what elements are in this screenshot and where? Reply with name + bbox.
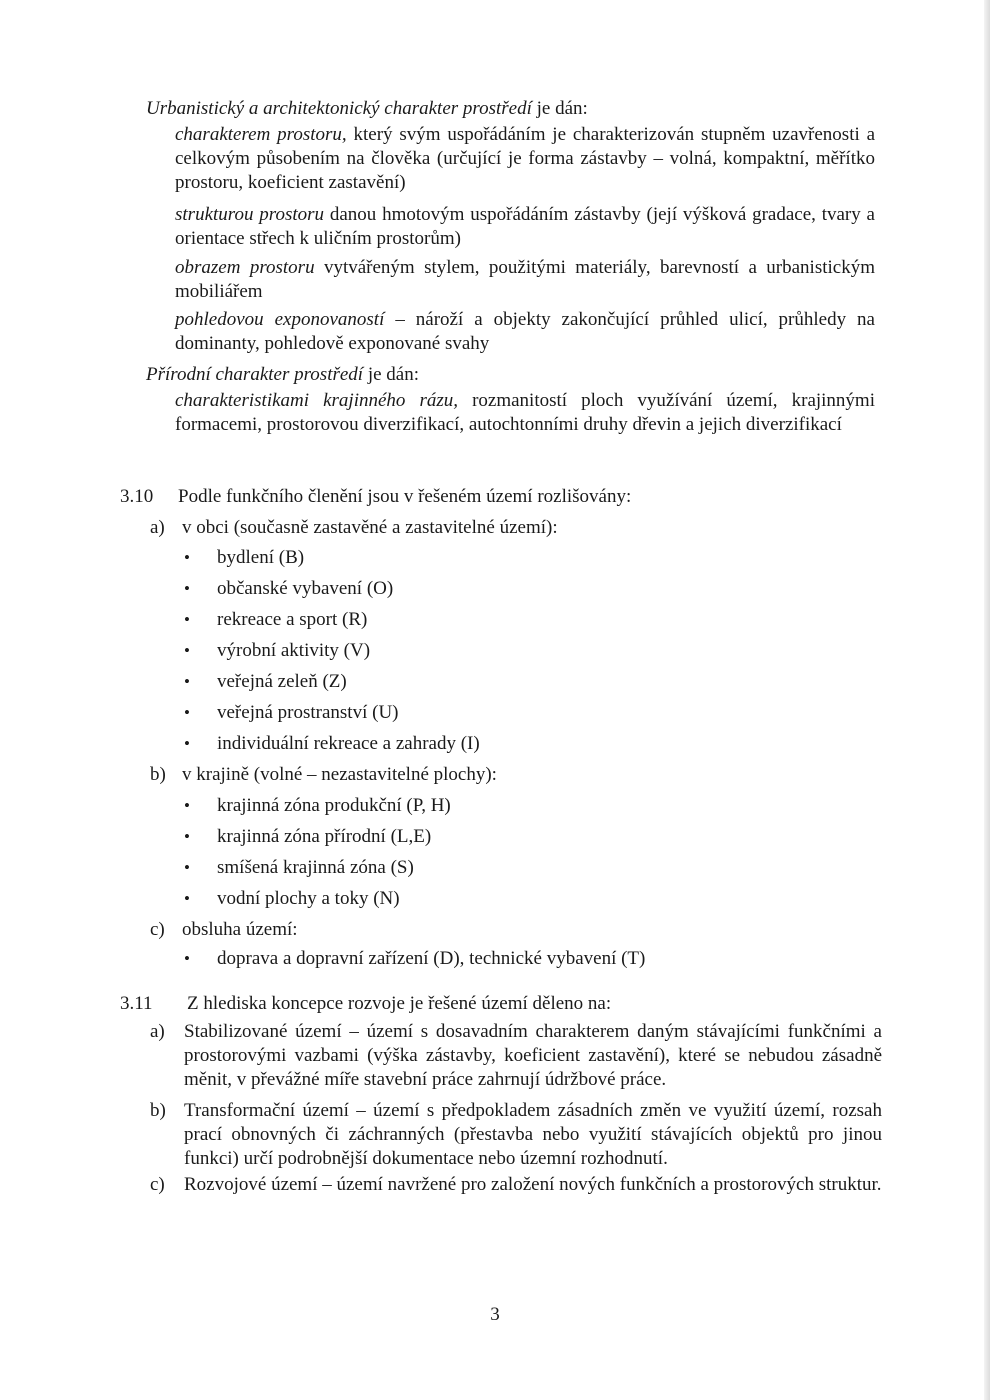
- urban-item-term: pohledovou exponovaností: [175, 309, 385, 330]
- item-a-letter: a): [150, 1021, 165, 1042]
- urban-item-text: – nároží a objekty zakončující průhled ulicí, průhledy na dominanty, pohledově exponované svahy: [175, 309, 875, 354]
- bullet-icon: •: [184, 858, 190, 877]
- bullet-icon: •: [184, 796, 190, 815]
- list-item-label: bydlení (B): [217, 547, 305, 568]
- page-number: 3: [490, 1304, 500, 1325]
- urban-item-text: danou hmotovým uspořádáním zástavby (její výšková gradace, tvary a orientace střech k uličním prostorům): [175, 204, 875, 249]
- urban-item-exposure: [175, 308, 875, 356]
- list-item-label: výrobní aktivity (V): [217, 640, 371, 661]
- section-3-10-title: Podle funkčního členění jsou v řešeném území rozlišovány:: [178, 486, 632, 507]
- list-item-label: veřejná zeleň (Z): [217, 671, 347, 692]
- list-item-label: doprava a dopravní zařízení (D), technické vybavení (T): [217, 948, 646, 969]
- nature-heading-rest: je dán:: [363, 364, 420, 385]
- bullet-icon: •: [184, 949, 190, 968]
- nature-item-term: charakteristikami krajinného rázu,: [175, 390, 459, 411]
- group-c-letter: c): [150, 919, 165, 940]
- bullet-icon: •: [184, 641, 190, 660]
- list-item-label: občanské vybavení (O): [217, 578, 394, 599]
- scan-edge-shadow: [984, 0, 990, 1400]
- bullet-icon: •: [184, 610, 190, 629]
- item-c-text: Rozvojové území – území navržené pro založení nových funkčních a prostorových struktur.: [184, 1174, 882, 1195]
- bullet-icon: •: [184, 548, 190, 567]
- item-c-letter: c): [150, 1174, 165, 1195]
- nature-item-text: rozmanitostí ploch využívání území, krajinnými formacemi, prostorovou diverzifikací, autochtonními druhy dřevin a jejich diverzifikací: [175, 390, 875, 435]
- urban-item-term: obrazem prostoru: [175, 257, 315, 278]
- nature-heading-italic: Přírodní charakter prostředí: [146, 364, 364, 385]
- group-b-letter: b): [150, 764, 166, 785]
- bullet-icon: •: [184, 827, 190, 846]
- urban-heading: [146, 97, 906, 121]
- bullet-icon: •: [184, 703, 190, 722]
- list-item-label: krajinná zóna přírodní (L,E): [217, 826, 432, 847]
- group-c-label: obsluha území:: [182, 919, 298, 940]
- list-item-label: veřejná prostranství (U): [217, 702, 399, 723]
- urban-item-term: strukturou prostoru: [175, 204, 325, 225]
- group-a-label: v obci (současně zastavěné a zastavitelné území):: [182, 517, 558, 538]
- nature-item: [175, 389, 875, 437]
- bullet-icon: •: [184, 734, 190, 753]
- bullet-icon: •: [184, 672, 190, 691]
- item-a-text: Stabilizované území – území s dosavadním charakterem daným stávajícími funkčními a prostorovými vazbami (výška zástavby, koeficient zastavění), které se nebudou zásadně měnit, v převážné míře stavební práce zahrnují údržbové práce.: [184, 1021, 882, 1090]
- bullet-icon: •: [184, 579, 190, 598]
- urban-item-image: [175, 256, 875, 304]
- nature-heading: [146, 363, 906, 387]
- section-3-10-number: 3.10: [120, 486, 154, 507]
- item-b-text: Transformační území – území s předpokladem zásadních změn ve využití území, rozsah prací obnovných či záchranných (přestavba nebo využití stávajících objektů pro jinou funkci) určí podrobnější dokumentace nebo územní rozhodnutí.: [184, 1100, 882, 1169]
- section-3-11-number: 3.11: [120, 993, 153, 1014]
- urban-heading-rest: je dán:: [531, 98, 588, 119]
- urban-item-text: vytvářeným stylem, použitými materiály, barevností a urbanistickým mobiliářem: [175, 257, 875, 302]
- item-b-letter: b): [150, 1100, 166, 1121]
- section-3-11-title: Z hlediska koncepce rozvoje je řešené území děleno na:: [187, 993, 612, 1014]
- list-item-label: smíšená krajinná zóna (S): [217, 857, 414, 878]
- urban-heading-italic: Urbanistický a architektonický charakter prostředí: [146, 98, 532, 119]
- list-item-label: individuální rekreace a zahrady (I): [217, 733, 480, 754]
- list-item-label: vodní plochy a toky (N): [217, 888, 400, 909]
- urban-item-text: který svým uspořádáním je charakterizován stupněm uzavřenosti a celkovým působením na člověka (určující je forma zástavby – volná, kompaktní, měřítko prostoru, koeficient zastavění): [175, 124, 876, 193]
- bullet-icon: •: [184, 889, 190, 908]
- list-item-label: krajinná zóna produkční (P, H): [217, 795, 451, 816]
- urban-item-term: charakterem prostoru,: [175, 124, 347, 145]
- list-item-label: rekreace a sport (R): [217, 609, 368, 630]
- urban-item-character: [175, 123, 875, 195]
- group-b-label: v krajině (volné – nezastavitelné plochy):: [182, 764, 497, 785]
- urban-item-structure: [175, 203, 875, 251]
- group-a-letter: a): [150, 517, 165, 538]
